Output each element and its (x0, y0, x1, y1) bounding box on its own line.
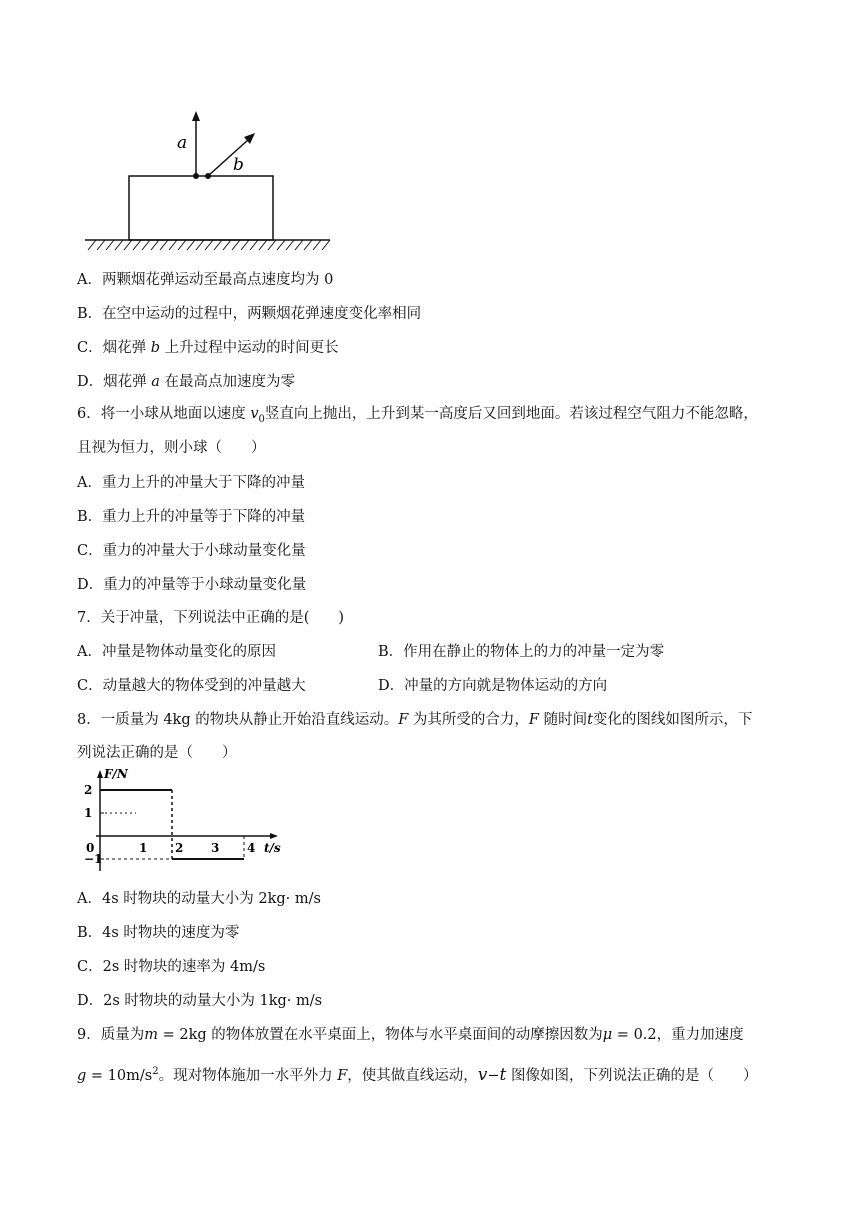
q5-option-c: C．烟花弹 b 上升过程中运动的时间更长 (77, 340, 339, 356)
q7-option-d: D．冲量的方向就是物体运动的方向 (378, 678, 608, 694)
y-tick-label: 1 (84, 806, 93, 820)
y-tick-label: −1 (84, 852, 103, 866)
label-b: b (233, 155, 244, 175)
q5-option-b: B．在空中运动的过程中，两颗烟花弹速度变化率相同 (77, 306, 422, 322)
q7-option-a: A．冲量是物体动量变化的原因 (77, 644, 276, 660)
q6-option-d: D．重力的冲量等于小球动量变化量 (77, 577, 307, 593)
q7-stem: 7．关于冲量，下列说法中正确的是( ) (77, 610, 345, 626)
q8-option-d: D．2s 时物块的动量大小为 1kg· m/s (77, 993, 323, 1009)
q8-option-c: C．2s 时物块的速率为 4m/s (77, 959, 266, 975)
q6-stem-line2: 且视为恒力，则小球（ ） (77, 440, 266, 456)
y-tick-label: 2 (84, 783, 93, 797)
label-a: a (177, 133, 188, 153)
block (129, 176, 273, 240)
q9-stem-line1: 9．质量为m = 2kg 的物体放置在水平桌面上，物体与水平桌面间的动摩擦因数为μ = 0.2，重力加速度 (77, 1027, 744, 1043)
q8-stem-line2: 列说法正确的是（ ） (77, 745, 237, 761)
q9-stem-line2: $g = 10m/s^2$。现对物体施加一水平外力 F，使其做直线运动，v−t 图像如图，下列说法正确的是（ ） (77, 1064, 758, 1085)
q6-stem-line1: 6．将一小球从地面以速度 $v_0$竖直向上抛出，上升到某一高度后又回到地面。若该过程空气阻力不能忽略， (77, 406, 758, 425)
x-axis-label: t/s (264, 841, 281, 855)
q5-option-a: A．两颗烟花弹运动至最高点速度均为 0 (77, 272, 334, 288)
y-axis-arrow (97, 770, 103, 778)
x-tick-label: 2 (175, 841, 184, 855)
x-tick-label: 4 (247, 841, 256, 855)
q7-option-b: B．作用在静止的物体上的力的冲量一定为零 (378, 644, 665, 660)
x-tick-label: 3 (211, 841, 220, 855)
arrow-a-head (192, 111, 200, 121)
q8-option-b: B．4s 时物块的速度为零 (77, 925, 240, 941)
force-time-graph (82, 767, 281, 878)
q6-option-b: B．重力上升的冲量等于下降的冲量 (77, 509, 306, 525)
q6-option-c: C．重力的冲量大于小球动量变化量 (77, 543, 306, 559)
x-axis-arrow (270, 833, 278, 839)
q6-option-a: A．重力上升的冲量大于下降的冲量 (77, 475, 305, 491)
q7-option-c: C．动量越大的物体受到的冲量越大 (77, 678, 306, 694)
ground-hatch (88, 240, 330, 250)
q8-option-a: A．4s 时物块的动量大小为 2kg· m/s (77, 891, 321, 907)
y-axis-label: F/N (104, 767, 128, 781)
q8-stem-line1: 8．一质量为 4kg 的物块从静止开始沿直线运动。F 为其所受的合力，F 随时间t变化的图线如图所示，下 (77, 712, 753, 728)
fireworks-figure (80, 105, 340, 250)
x-tick-label: 1 (139, 841, 148, 855)
x-tick-label: 0 (86, 841, 95, 855)
q5-option-d: D．烟花弹 a 在最高点加速度为零 (77, 374, 295, 390)
